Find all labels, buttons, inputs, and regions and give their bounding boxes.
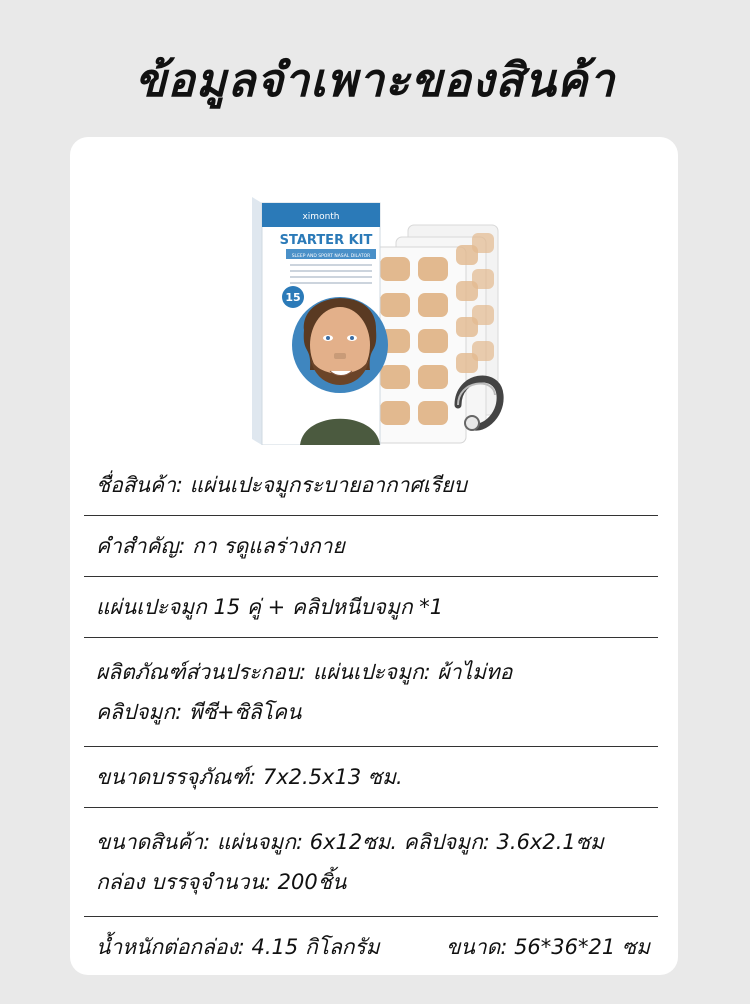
box-count: 15 bbox=[285, 291, 301, 304]
strip-sheets bbox=[372, 225, 498, 443]
spec-row-weight bbox=[84, 917, 658, 977]
product-size-line-2: กล่อง บรรจุจำนวน: 200ชิ้น bbox=[96, 870, 347, 894]
spec-row-keywords bbox=[84, 516, 658, 577]
product-name-text: ชื่อสินค้า: แผ่นเปะจมูกระบายอากาศเรียบ bbox=[96, 473, 467, 497]
box-subtitle: SLEEP AND SPORT NASAL DILATOR bbox=[291, 254, 371, 259]
page-title: ข้อมูลจำเพาะของสินค้า bbox=[134, 53, 616, 107]
spec-card bbox=[70, 137, 678, 975]
keywords-text: คำสำคัญ: กา รดูแลร่างกาย bbox=[96, 534, 345, 558]
spec-row-product-size bbox=[84, 808, 658, 917]
spec-row-materials bbox=[84, 638, 658, 747]
product-size-line-1: ขนาดสินค้า: แผ่นจมูก: 6x12ซม. คลิปจมูก: 3.6x2.1ซม bbox=[96, 830, 604, 854]
materials-line-2: คลิปจมูก: พีซี+ซิลิโคน bbox=[96, 700, 302, 724]
box-brand: ximonth bbox=[302, 212, 340, 222]
dimensions-text: ขนาด: 56*36*21 ซม bbox=[446, 935, 650, 959]
box-title: STARTER KIT bbox=[279, 233, 373, 248]
materials-line-1: ผลิตภัณฑ์ส่วนประกอบ: แผ่นเปะจมูก: ผ้าไม่ทอ bbox=[96, 660, 513, 684]
spec-row-package-size bbox=[84, 747, 658, 808]
package-size-text: ขนาดบรรจุภัณฑ์: 7x2.5x13 ซม. bbox=[96, 765, 403, 789]
spec-row-product-name bbox=[84, 455, 658, 516]
weight-text: น้ำหนักต่อกล่อง: 4.15 กิโลกรัม bbox=[96, 935, 380, 959]
spec-list bbox=[84, 455, 658, 977]
product-image bbox=[248, 195, 510, 445]
package-contents-text: แผ่นเปะจมูก 15 คู่ + คลิปหนีบจมูก *1 bbox=[96, 595, 444, 619]
spec-row-package-contents bbox=[84, 577, 658, 638]
